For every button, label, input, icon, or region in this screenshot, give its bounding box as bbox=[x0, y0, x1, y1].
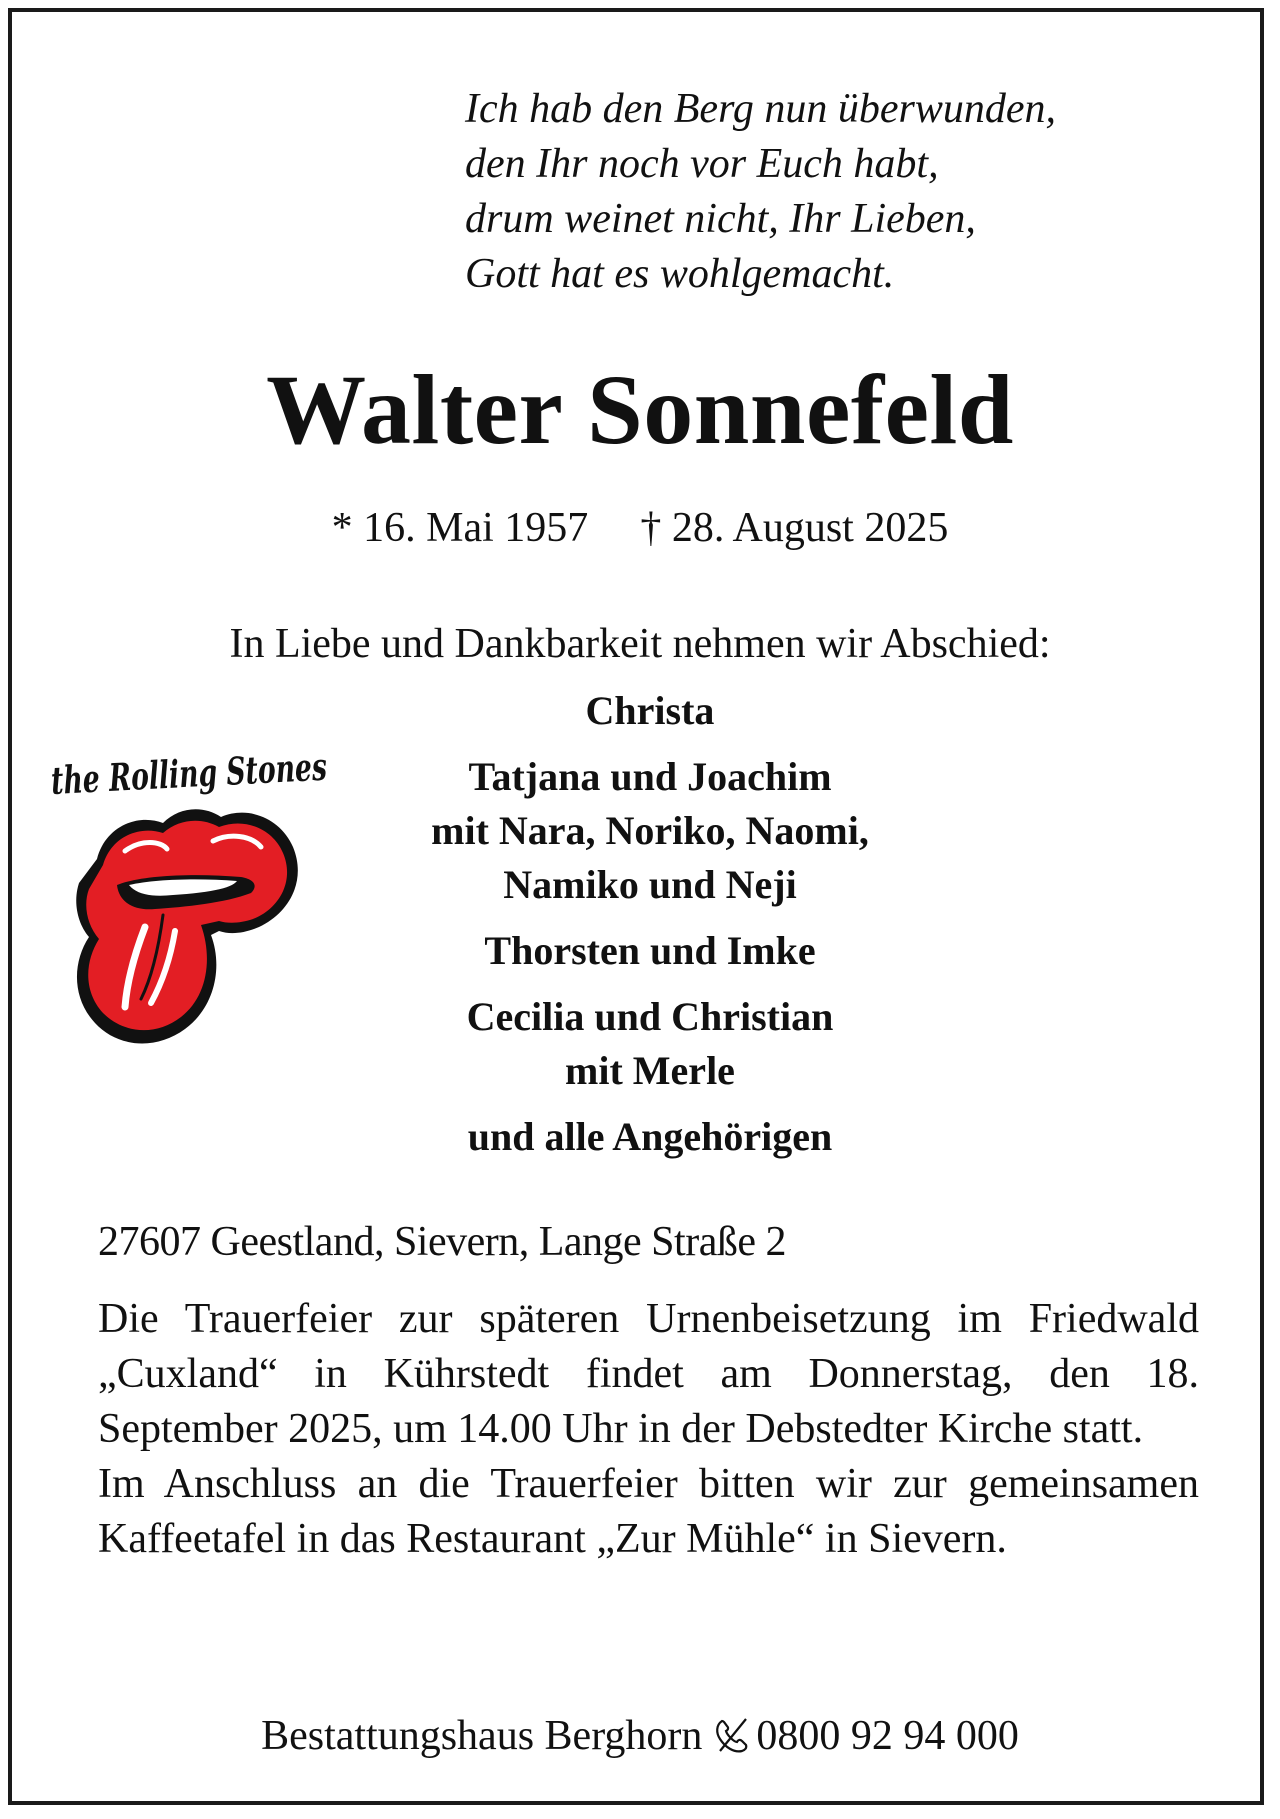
mourner-group bbox=[340, 1110, 960, 1164]
mourner-line: Namiko und Neji bbox=[503, 862, 797, 907]
ceremony-paragraph: Die Trauerfeier zur späteren Urnenbeisetzung im Friedwald „Cuxland“ in Kührstedt findet am Donnerstag, den 18. September 2025, um 14.00 Uhr in der Debstedter Kirche statt. bbox=[98, 1296, 1199, 1452]
mourners-list bbox=[340, 684, 960, 1164]
mourner-line: und alle Angehörigen bbox=[467, 1114, 833, 1159]
mourner-group bbox=[340, 924, 960, 978]
mourner-group bbox=[340, 750, 960, 912]
address: 27607 Geestland, Sievern, Lange Straße 2 bbox=[98, 1219, 786, 1265]
birth-date: * 16. Mai 1957 bbox=[331, 505, 589, 551]
mourner-line: Thorsten und Imke bbox=[484, 928, 816, 973]
mourner-line: Tatjana und Joachim bbox=[468, 754, 832, 799]
deceased-name: Walter Sonnefeld bbox=[266, 354, 1014, 465]
life-dates bbox=[0, 502, 1280, 554]
rolling-stones-logo bbox=[45, 725, 446, 1055]
poem-line: drum weinet nicht, Ihr Lieben, bbox=[465, 196, 976, 242]
mourner-line: mit Merle bbox=[565, 1048, 735, 1093]
phone-number: 0800 92 94 000 bbox=[756, 1713, 1019, 1759]
mourner-line: Cecilia und Christian bbox=[466, 994, 834, 1039]
farewell-intro: In Liebe und Dankbarkeit nehmen wir Abschied: bbox=[229, 621, 1051, 667]
funeral-home-name: Bestattungshaus Berghorn bbox=[261, 1713, 703, 1759]
funeral-home-footer bbox=[0, 1710, 1280, 1762]
poem bbox=[465, 82, 1225, 302]
mourner-group bbox=[340, 684, 960, 738]
poem-line: den Ihr noch vor Euch habt, bbox=[465, 141, 939, 187]
death-date: † 28. August 2025 bbox=[640, 505, 949, 551]
mourner-group bbox=[340, 990, 960, 1098]
mourner-line: mit Nara, Noriko, Naomi, bbox=[431, 808, 869, 853]
reception-paragraph: Im Anschluss an die Trauerfeier bitten wir zur gemeinsamen Kaffeetafel in das Restaurant „Zur Mühle“ in Sievern. bbox=[98, 1461, 1199, 1562]
poem-line: Ich hab den Berg nun überwunden, bbox=[465, 86, 1056, 132]
rolling-stones-tongue-icon bbox=[45, 725, 446, 1055]
poem-line: Gott hat es wohlgemacht. bbox=[465, 251, 895, 297]
ceremony-text bbox=[98, 1292, 1199, 1567]
mourner-line: Christa bbox=[585, 688, 715, 733]
phone-icon bbox=[712, 1715, 752, 1755]
logo-text: the Rolling Stones bbox=[49, 737, 446, 803]
